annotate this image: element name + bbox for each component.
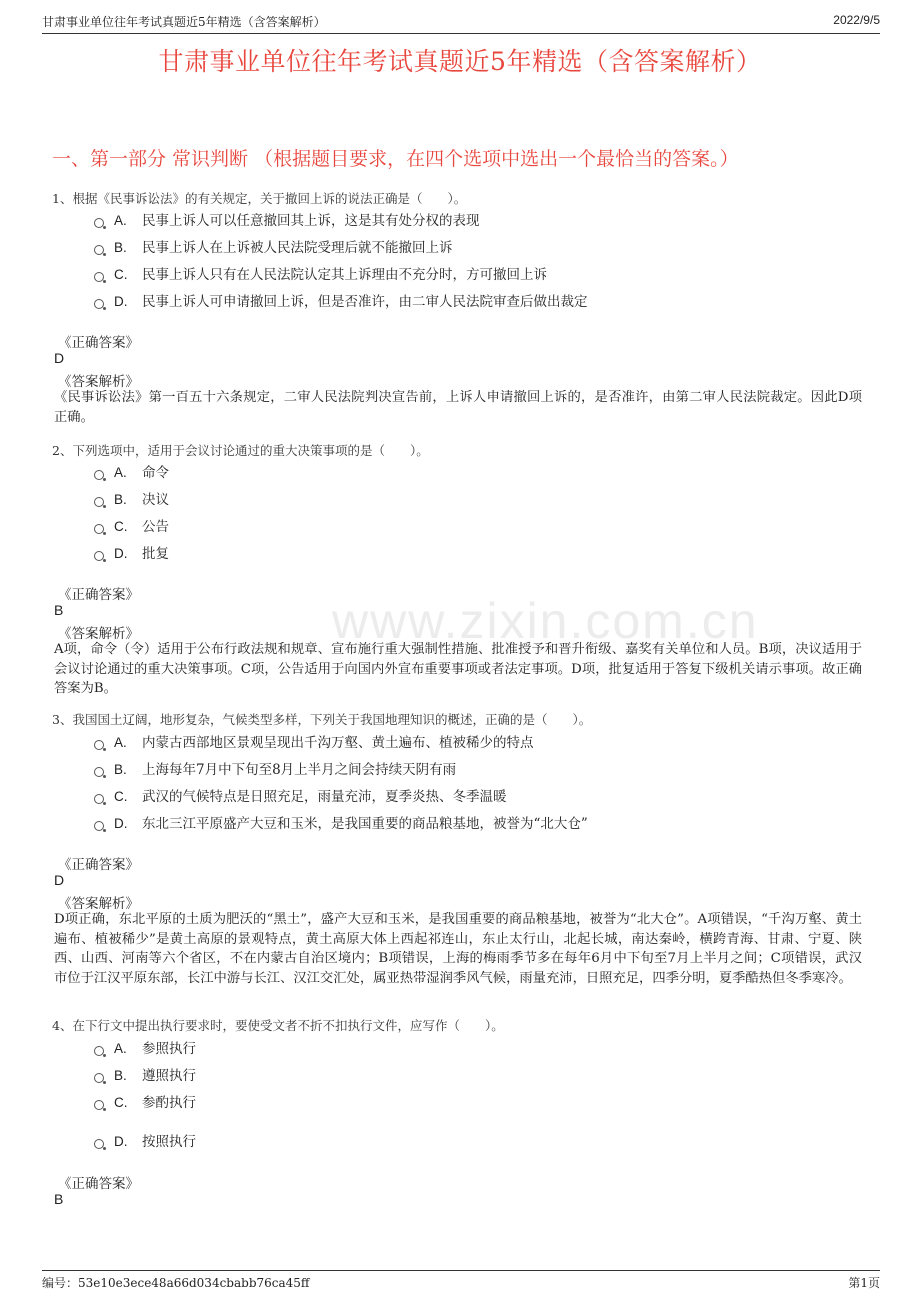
- option-letter: B.: [114, 492, 127, 507]
- option-text: 批复: [142, 546, 169, 562]
- radio-icon[interactable]: [94, 821, 104, 831]
- radio-icon[interactable]: [94, 794, 104, 804]
- analysis-label: 《答案解析》: [58, 896, 139, 912]
- analysis-label: 《答案解析》: [58, 374, 139, 390]
- answer-value: B: [54, 1191, 64, 1207]
- option-letter: C.: [114, 1095, 128, 1110]
- option-letter: C.: [114, 519, 128, 534]
- page-number: 第1页: [848, 1276, 880, 1290]
- option-letter: C.: [114, 267, 128, 282]
- answer-label: 《正确答案》: [58, 587, 139, 603]
- option-letter: A.: [114, 213, 127, 228]
- radio-icon[interactable]: [94, 1073, 104, 1083]
- option-item[interactable]: [94, 461, 169, 481]
- radio-icon[interactable]: [94, 524, 104, 534]
- explanation-text: A项，命令（令）适用于公布行政法规和规章、宣布施行重大强制性措施、批准授予和晋升衔级、嘉奖有关单位和人员。B项，决议适用于会议讨论通过的重大决策事项。C项，公告适用于向国内外宣布重要事项或者法定事项。D项，批复适用于答复下级机关请示事项。故正确答案为B。: [54, 642, 862, 696]
- header-date: 2022/9/5: [833, 13, 880, 27]
- analysis-label: 《答案解析》: [58, 626, 139, 642]
- option-letter: A.: [114, 735, 127, 750]
- option-text: 东北三江平原盛产大豆和玉米，是我国重要的商品粮基地，被誉为“北大仓”: [142, 816, 588, 832]
- option-item[interactable]: [94, 236, 453, 256]
- radio-icon[interactable]: [94, 1046, 104, 1056]
- option-item[interactable]: [94, 263, 547, 283]
- option-text: 武汉的气候特点是日照充足，雨量充沛，夏季炎热、冬季温暖: [142, 789, 507, 805]
- radio-icon[interactable]: [94, 470, 104, 480]
- option-item[interactable]: [94, 488, 169, 508]
- radio-icon[interactable]: [94, 299, 104, 309]
- option-text: 上海每年7月中下旬至8月上半月之间会持续天阴有雨: [142, 762, 457, 778]
- radio-icon[interactable]: [94, 740, 104, 750]
- answer-label: 《正确答案》: [58, 857, 139, 873]
- option-item[interactable]: [94, 1064, 196, 1084]
- option-text: 民事上诉人可申请撤回上诉，但是否准许，由二审人民法院审查后做出裁定: [142, 294, 588, 310]
- explanation-text: 《民事诉讼法》第一百五十六条规定，二审人民法院判决宣告前，上诉人申请撤回上诉的，是否准许，由第二审人民法院裁定。因此D项正确。: [54, 390, 862, 425]
- option-text: 遵照执行: [142, 1068, 196, 1084]
- radio-icon[interactable]: [94, 272, 104, 282]
- option-text: 公告: [142, 519, 169, 535]
- option-text: 按照执行: [142, 1134, 196, 1150]
- question-stem: 4、在下行文中提出执行要求时，要使受文者不折不扣执行文件，应写作（ ）。: [52, 1018, 504, 1033]
- document-title: 甘肃事业单位往年考试真题近5年精选（含答案解析）: [158, 47, 762, 76]
- page-header: [42, 13, 880, 34]
- option-text: 民事上诉人可以任意撤回其上诉，这是其有处分权的表现: [142, 213, 480, 229]
- radio-icon[interactable]: [94, 767, 104, 777]
- option-item[interactable]: [94, 542, 169, 562]
- answer-value: D: [54, 872, 65, 888]
- option-letter: A.: [114, 1041, 127, 1056]
- option-text: 命令: [142, 465, 169, 481]
- option-letter: C.: [114, 789, 128, 804]
- option-letter: D.: [114, 294, 128, 309]
- question-stem: 3、我国国土辽阔，地形复杂，气候类型多样，下列关于我国地理知识的概述，正确的是（ ）。: [52, 712, 592, 727]
- option-text: 内蒙古西部地区景观呈现出千沟万壑、黄土遍布、植被稀少的特点: [142, 735, 534, 751]
- document-code: 编号：53e10e3ece48a66d034cbabb76ca45ff: [42, 1276, 310, 1290]
- option-item[interactable]: [94, 731, 534, 751]
- option-item[interactable]: [94, 1091, 196, 1111]
- question-stem: 2、下列选项中，适用于会议讨论通过的重大决策事项的是（ ）。: [52, 443, 429, 458]
- option-item[interactable]: [94, 812, 588, 832]
- option-item[interactable]: [94, 290, 588, 310]
- option-text: 参酌执行: [142, 1095, 196, 1111]
- option-item[interactable]: [94, 515, 169, 535]
- option-letter: D.: [114, 546, 128, 561]
- page-footer: [42, 1270, 880, 1291]
- question-stem: 1、根据《民事诉讼法》的有关规定，关于撤回上诉的说法正确是（ ）。: [52, 191, 467, 206]
- radio-icon[interactable]: [94, 1139, 104, 1149]
- radio-icon[interactable]: [94, 497, 104, 507]
- section-heading: 一、第一部分 常识判断 （根据题目要求，在四个选项中选出一个最恰当的答案。）: [52, 148, 739, 170]
- option-letter: D.: [114, 1134, 128, 1149]
- option-item[interactable]: [94, 1037, 196, 1057]
- option-text: 参照执行: [142, 1041, 196, 1057]
- option-item[interactable]: [94, 758, 456, 778]
- answer-label: 《正确答案》: [58, 335, 139, 351]
- option-letter: B.: [114, 762, 127, 777]
- header-title: 甘肃事业单位往年考试真题近5年精选（含答案解析）: [42, 15, 326, 29]
- radio-icon[interactable]: [94, 245, 104, 255]
- option-letter: B.: [114, 240, 127, 255]
- option-letter: B.: [114, 1068, 127, 1083]
- answer-value: D: [54, 350, 65, 366]
- watermark: www.zixin.com.cn: [332, 593, 759, 649]
- option-text: 决议: [142, 492, 169, 508]
- option-item[interactable]: [94, 785, 507, 805]
- option-letter: D.: [114, 816, 128, 831]
- radio-icon[interactable]: [94, 218, 104, 228]
- explanation-text: D项正确，东北平原的土质为肥沃的“黑土”，盛产大豆和玉米，是我国重要的商品粮基地，被誉为“北大仓”。A项错误，“千沟万壑、黄土遍布、植被稀少”是黄土高原的景观特点，黄土高原大体上西起祁连山，东止太行山，北起长城，南达秦岭，横跨青海、甘肃、宁夏、陕西、山西、河南等六个省区，不在内蒙古自治区境内；B项错误，上海的梅雨季节多在每年6月中下旬至7月上半月之间；C项错误，武汉市位于江汉平原东部，长江中游与长江、汉江交汇处，属亚热带湿润季风气候，雨量充沛，日照充足，四季分明，夏季酷热但冬季寒冷。: [54, 912, 862, 986]
- option-letter: A.: [114, 465, 127, 480]
- option-item[interactable]: [94, 1130, 196, 1150]
- option-text: 民事上诉人只有在人民法院认定其上诉理由不充分时，方可撤回上诉: [142, 267, 547, 283]
- option-item[interactable]: [94, 209, 480, 229]
- radio-icon[interactable]: [94, 551, 104, 561]
- option-text: 民事上诉人在上诉被人民法院受理后就不能撤回上诉: [142, 240, 453, 256]
- radio-icon[interactable]: [94, 1100, 104, 1110]
- answer-label: 《正确答案》: [58, 1176, 139, 1192]
- answer-value: B: [54, 602, 64, 618]
